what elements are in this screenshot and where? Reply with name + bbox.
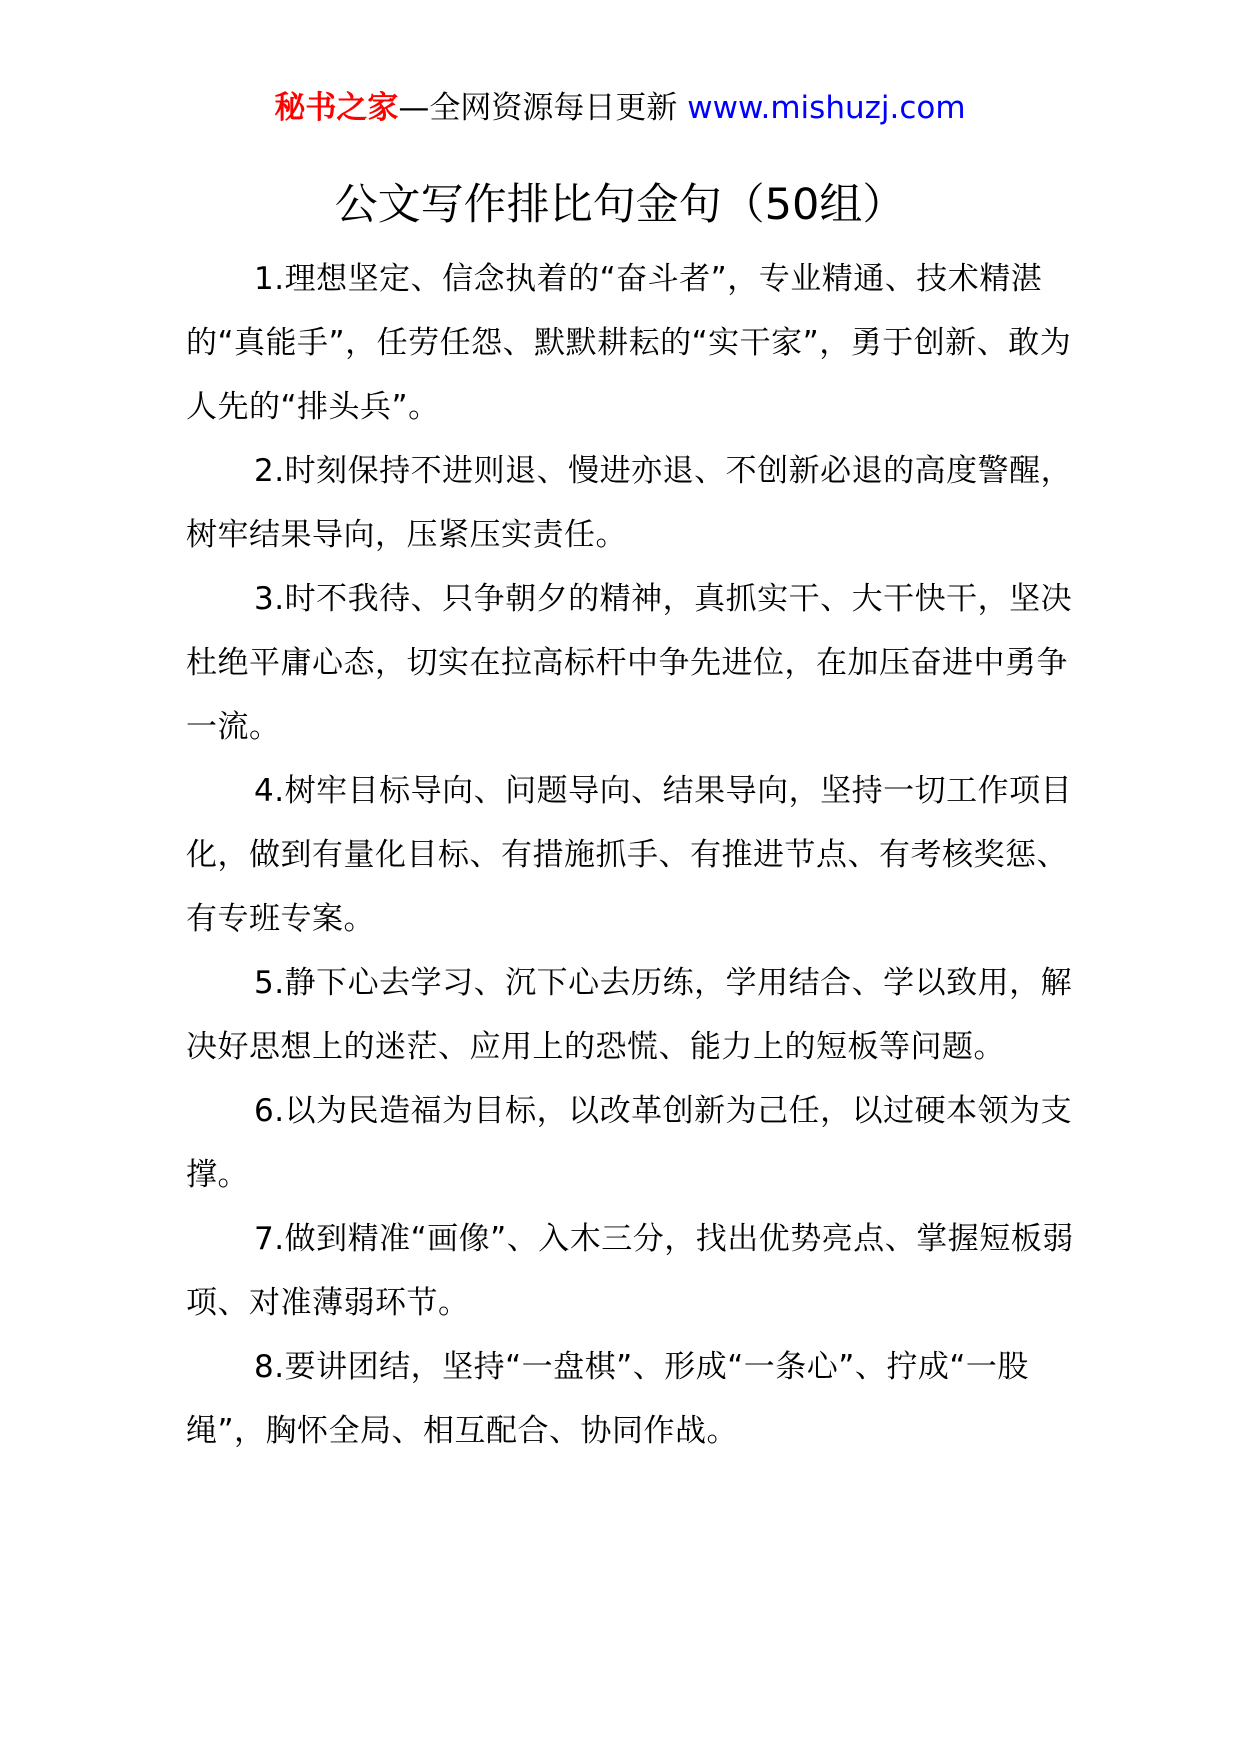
paragraph-6: 6.以为民造福为目标，以改革创新为己任，以过硬本领为支撑。: [186, 1093, 1073, 1193]
site-url-link[interactable]: www.mishuzj.com: [687, 90, 966, 126]
document-title: 公文写作排比句金句（50组）: [334, 180, 906, 230]
paragraph-2: 2.时刻保持不进则退、慢进亦退、不创新必退的高度警醒，树牢结果导向，压紧压实责任。: [186, 453, 1073, 553]
document-body: [186, 247, 1086, 1463]
paragraph-8: 8.要讲团结，坚持“一盘棋”、形成“一条心”、拧成“一股绳”，胸怀全局、相互配合、协同作战。: [186, 1349, 1029, 1449]
paragraph-3: 3.时不我待、只争朝夕的精神，真抓实干、大干快干，坚决杜绝平庸心态，切实在拉高标杆中争先进位，在加压奋进中勇争一流。: [186, 581, 1073, 745]
paragraph-1: 1.理想坚定、信念执着的“奋斗者”，专业精通、技术精湛的“真能手”，任劳任怨、默默耕耘的“实干家”，勇于创新、敢为人先的“排头兵”。: [186, 261, 1072, 425]
header-tagline: —全网资源每日更新: [398, 90, 678, 126]
brand-name: 秘书之家: [274, 90, 399, 126]
site-header: [0, 86, 1240, 130]
paragraph-5: 5.静下心去学习、沉下心去历练，学用结合、学以致用，解决好思想上的迷茫、应用上的恐慌、能力上的短板等问题。: [186, 965, 1073, 1065]
paragraph-7: 7.做到精准“画像”、入木三分，找出优势亮点、掌握短板弱项、对准薄弱环节。: [186, 1221, 1074, 1321]
paragraph-4: 4.树牢目标导向、问题导向、结果导向，坚持一切工作项目化，做到有量化目标、有措施抓手、有推进节点、有考核奖惩、有专班专案。: [186, 773, 1073, 937]
